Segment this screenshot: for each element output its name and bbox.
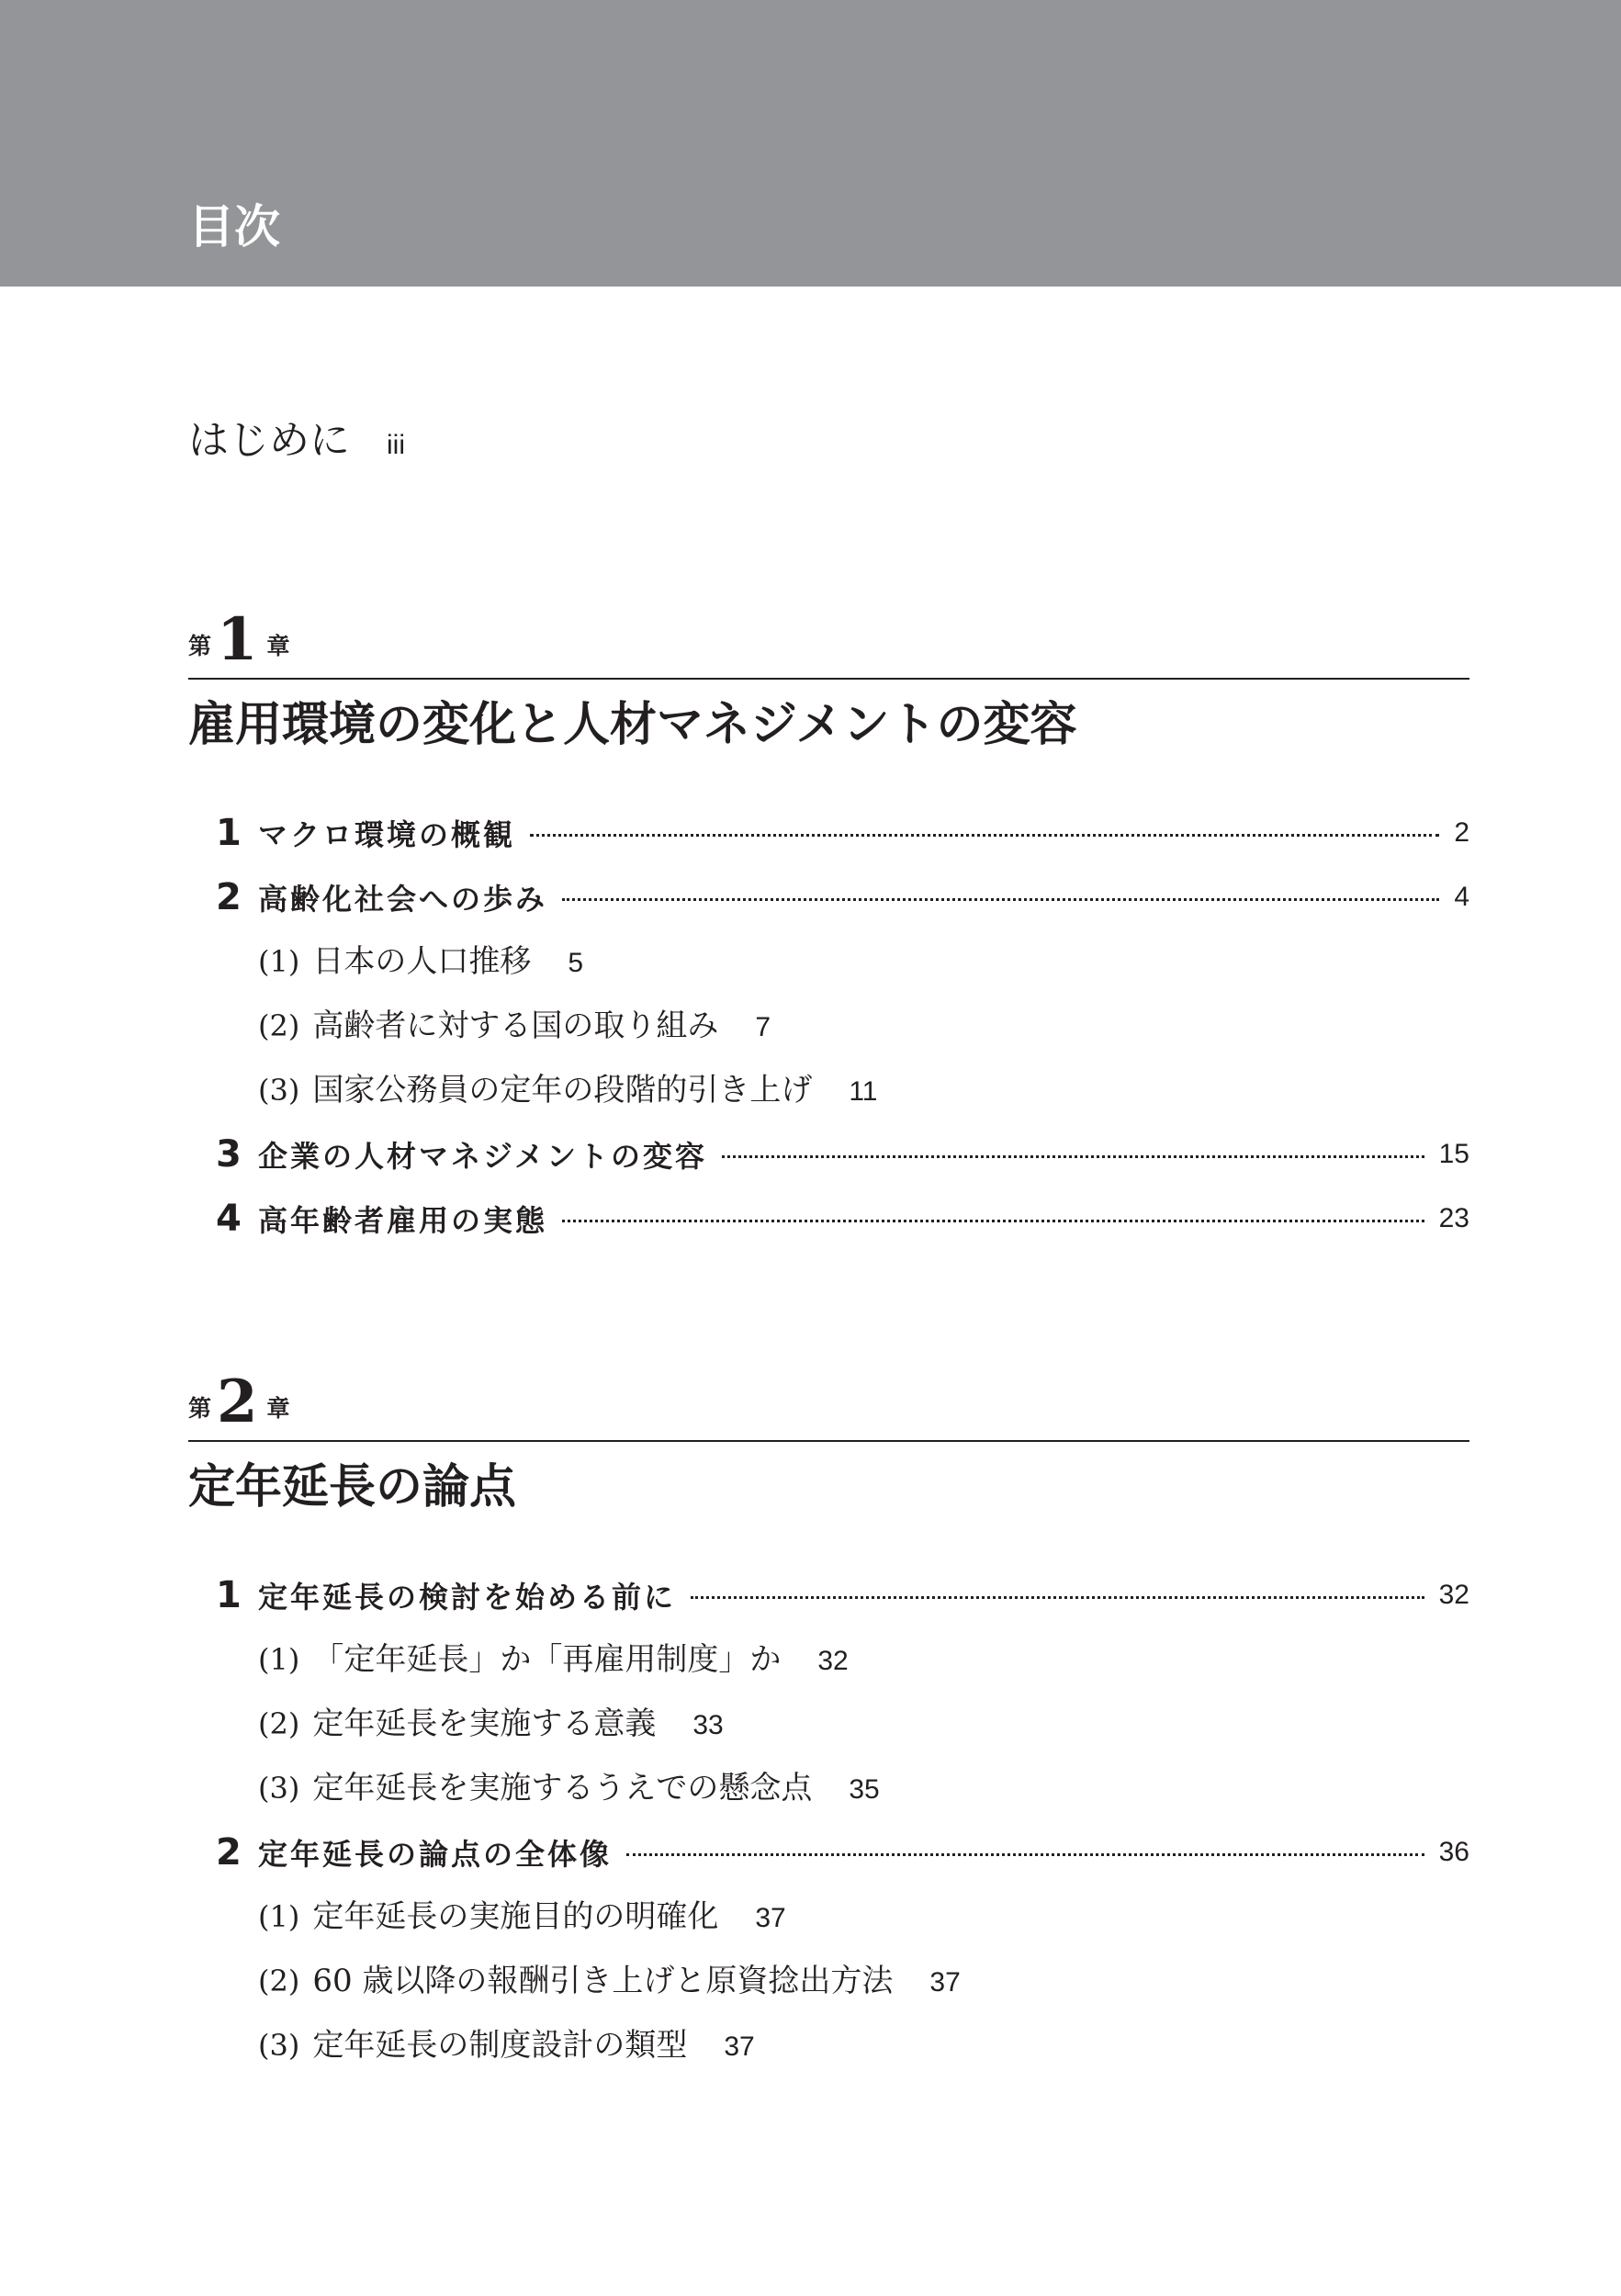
chapter-suffix: 章 — [266, 1395, 290, 1422]
page-number: 2 — [1454, 817, 1469, 849]
section-title: 定年延長の検討を始める前に — [258, 1580, 677, 1615]
chapter-2 — [188, 1368, 1469, 2077]
toc-section-entry[interactable] — [188, 1122, 1469, 1187]
chapter-marker — [188, 1367, 1469, 1437]
page-number: 37 — [929, 1967, 961, 1998]
page-number: 32 — [1438, 1580, 1469, 1611]
subsection-title: 高齢者に対する国の取り組み — [312, 1007, 719, 1045]
toc-subsection-entry[interactable] — [188, 1058, 1469, 1122]
subsection-number: (2) — [258, 1964, 300, 1999]
toc-subsection-entry[interactable] — [188, 929, 1469, 994]
section-number: 1 — [216, 812, 242, 855]
section-title: 定年延長の論点の全体像 — [258, 1837, 613, 1873]
chapter-number: 1 — [217, 605, 258, 675]
subsection-title: 国家公務員の定年の段階的引き上げ — [312, 1072, 813, 1109]
dot-leader — [626, 1853, 1424, 1856]
subsection-title: 定年延長の実施目的の明確化 — [312, 1898, 719, 1936]
subsection-number: (2) — [258, 1706, 300, 1742]
chapter-divider — [188, 1440, 1469, 1442]
page-number: 36 — [1438, 1837, 1469, 1868]
toc-subsection-entry[interactable] — [188, 1949, 1469, 2013]
dot-leader — [562, 898, 1439, 901]
section-title: 高年齢者雇用の実態 — [258, 1203, 548, 1239]
toc-section-entry[interactable] — [188, 1563, 1469, 1627]
page-number: 4 — [1454, 882, 1469, 913]
toc-section-entry[interactable] — [188, 865, 1469, 929]
dot-leader — [722, 1155, 1424, 1158]
dot-leader — [691, 1596, 1424, 1599]
toc-subsection-entry[interactable] — [188, 1692, 1469, 1756]
chapter-title: 定年延長の論点 — [188, 1460, 517, 1514]
subsection-number: (1) — [258, 1642, 300, 1678]
page-number: 11 — [849, 1076, 878, 1108]
page-number: 32 — [817, 1646, 849, 1677]
toc-subsection-entry[interactable] — [188, 1885, 1469, 1949]
dot-leader — [562, 1220, 1424, 1222]
page-number: 37 — [755, 1903, 786, 1934]
header-band — [0, 0, 1621, 287]
subsection-title: 定年延長を実施するうえでの懸念点 — [312, 1770, 813, 1807]
toc-subsection-entry[interactable] — [188, 1627, 1469, 1692]
page-number: 33 — [692, 1710, 724, 1741]
toc-subsection-entry[interactable] — [188, 1756, 1469, 1820]
subsection-number: (3) — [258, 1771, 300, 1806]
chapter-marker — [188, 605, 1469, 675]
toc-section-entry[interactable] — [188, 1187, 1469, 1251]
preface-label: はじめに — [188, 417, 350, 464]
section-title: マクロ環境の概観 — [258, 817, 516, 853]
toc-section-entry[interactable] — [188, 1820, 1469, 1885]
section-number: 1 — [216, 1574, 242, 1617]
dot-leader — [530, 834, 1439, 837]
subsection-number: (2) — [258, 1008, 300, 1044]
chapter-prefix: 第 — [188, 1395, 212, 1422]
section-title: 企業の人材マネジメントの変容 — [258, 1139, 708, 1175]
subsection-number: (1) — [258, 1899, 300, 1935]
subsection-title: 「定年延長」か「再雇用制度」か — [312, 1641, 782, 1679]
page-number: 37 — [724, 2032, 755, 2063]
section-title: 高齢化社会への歩み — [258, 882, 548, 917]
section-number: 2 — [216, 1831, 242, 1874]
preface-page-number: iii — [387, 430, 405, 460]
chapter-contents — [188, 1563, 1469, 2077]
subsection-title: 日本の人口推移 — [312, 943, 532, 981]
chapter-prefix: 第 — [188, 633, 212, 659]
toc-section-entry[interactable] — [188, 801, 1469, 865]
chapter-number: 2 — [217, 1367, 258, 1437]
chapter-1 — [188, 606, 1469, 1251]
page-number: 7 — [755, 1012, 771, 1043]
subsection-title: 定年延長を実施する意義 — [312, 1705, 657, 1743]
subsection-title: 定年延長の制度設計の類型 — [312, 2027, 688, 2065]
subsection-number: (1) — [258, 944, 300, 980]
section-number: 2 — [216, 876, 242, 919]
subsection-number: (3) — [258, 2028, 300, 2064]
chapter-contents — [188, 801, 1469, 1251]
subsection-title: 60 歳以降の報酬引き上げと原資捻出方法 — [312, 1963, 894, 2000]
page-number: 5 — [568, 948, 584, 979]
page-title: 目次 — [188, 200, 280, 253]
page-number: 15 — [1438, 1139, 1469, 1170]
chapter-suffix: 章 — [266, 633, 290, 659]
section-number: 4 — [216, 1198, 242, 1241]
page-number: 23 — [1438, 1203, 1469, 1234]
chapter-title: 雇用環境の変化と人材マネジメントの変容 — [188, 698, 1077, 752]
subsection-number: (3) — [258, 1073, 300, 1109]
toc-subsection-entry[interactable] — [188, 2013, 1469, 2077]
section-number: 3 — [216, 1133, 242, 1176]
chapter-divider — [188, 678, 1469, 680]
toc-subsection-entry[interactable] — [188, 994, 1469, 1058]
toc-entry-preface[interactable] — [188, 407, 405, 466]
page-number: 35 — [849, 1774, 880, 1806]
